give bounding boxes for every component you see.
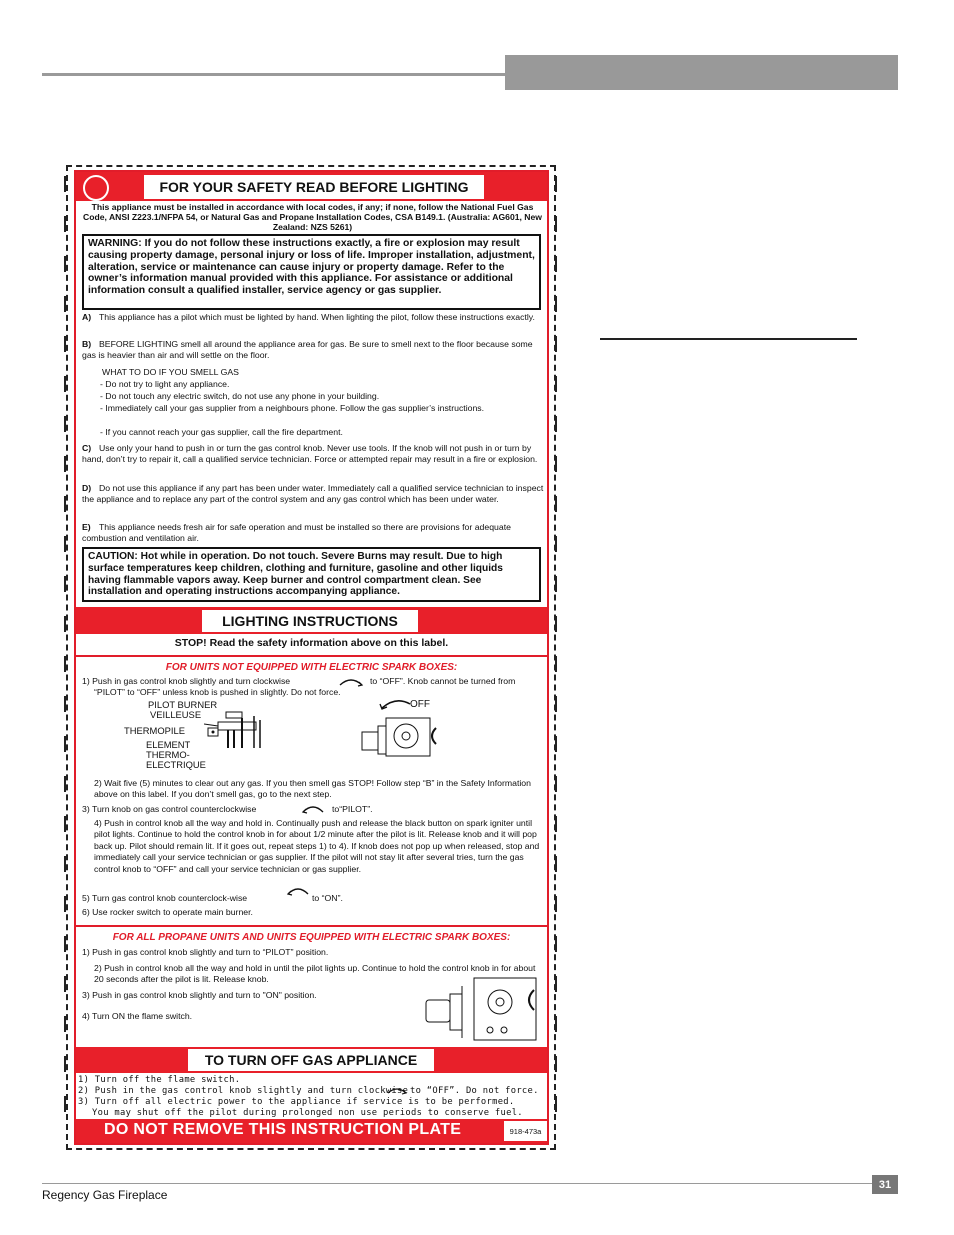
non-spark-heading: FOR UNITS NOT EQUIPPED WITH ELECTRIC SPARK BOXES: (165, 662, 458, 673)
step-1-text: 1) Push in gas control knob slightly and turn clockwise (82, 676, 291, 686)
lighting-title: LIGHTING INSTRUCTIONS (202, 610, 418, 632)
side-rule (600, 338, 857, 340)
footer-brand: Regency Gas Fireplace (42, 1188, 168, 1202)
header-rule (42, 73, 505, 76)
turn-off-title-band (76, 1047, 547, 1073)
footer-rule (42, 1183, 872, 1184)
spark-step-3: 3) Push in gas control knob slightly and turn to "ON" position. (82, 990, 317, 1000)
caution-box: CAUTION: Hot while in operation. Do not touch. Severe Burns may result. Due to high surface temperatures keep children, clothing and furniture, gasoline and other liquids having flammable vapors away. Keep burner and control compartment clean. See installation and operating instructions accompanying appliance. (82, 547, 541, 602)
step-3-tail: to“PILOT”. (332, 804, 373, 814)
header-bar (505, 55, 898, 90)
item-d: D) Do not use this appliance if any part has been under water. Immediately call a qualified service technician to inspect the appliance and to replace any part of the control system and any gas control which has been under water. (82, 483, 544, 505)
step-1-tail: to “OFF”. Knob cannot be turned from “PILOT” to “OFF” unless knob is pushed in slightly. Do not force. (94, 676, 516, 698)
spark-step-1: 1) Push in gas control knob slightly and turn to “PILOT” position. (82, 947, 329, 957)
divider (76, 655, 547, 657)
smell-gas-bullet: - Do not touch any electric switch, do not use any phone in your building. (100, 391, 380, 401)
lighting-title-band (76, 607, 547, 634)
turn-off-step-3: 3) Turn off all electric power to the appliance if service is to be performed. (78, 1097, 515, 1107)
step-5-text: 5) Turn gas control knob counterclock-wise (82, 893, 248, 903)
do-not-remove-text: DO NOT REMOVE THIS INSTRUCTION PLATE (104, 1121, 462, 1138)
step-2-text: 2) Wait five (5) minutes to clear out any gas. If you then smell gas STOP! Follow step “B” in the Safety Information above on this label. If you don’t smell gas, go to the next step. (94, 778, 531, 800)
divider (76, 925, 547, 927)
clockwise-arrow-icon (386, 1086, 408, 1095)
label-pilot-burner: PILOT BURNER (148, 699, 218, 710)
off-label: OFF (410, 699, 430, 710)
smell-gas-title: WHAT TO DO IF YOU SMELL GAS (102, 367, 239, 377)
spark-step-4: 4) Turn ON the flame switch. (82, 1011, 193, 1021)
label-veilleuse: VEILLEUSE (150, 709, 202, 720)
page-number: 31 (872, 1175, 898, 1194)
item-b: B) BEFORE LIGHTING smell all around the appliance area for gas. Be sure to smell next to the floor because some gas is heavier than air and will settle on the floor. (82, 339, 533, 361)
label-thermopile: THERMOPILE (124, 725, 185, 736)
stop-note: STOP! Read the safety information above on this label. (174, 637, 449, 649)
warning-box: WARNING: If you do not follow these instructions exactly, a fire or explosion may result causing property damage, personal injury or loss of life. Improper installation, adjustment, alteration, service or maintenance can cause injury or property damage. Refer to the owner’s information manual provided with this appliance. For assistance or additional information consult a qualified installer, service agency or gas supplier. (82, 234, 541, 310)
smell-gas-bullet: - Do not try to light any appliance. (100, 379, 230, 389)
turn-off-step-2-tail: to “OFF”. Do not force. (410, 1086, 539, 1096)
warning-circle-icon (83, 175, 109, 201)
turn-off-step-2: 2) Push in the gas control knob slightly and turn clockwise (78, 1086, 409, 1096)
item-e: E) This appliance needs fresh air for safe operation and must be installed so there are provisions for adequate combustion and ventilation air. (82, 522, 511, 544)
turn-off-step-1: 1) Turn off the flame switch. (78, 1075, 241, 1085)
step-4-text: 4) Push in control knob all the way and hold in. Continually push and release the black button on spark igniter until pilot lights. Continue to hold the control knob in for about 1/2 minute after the pilot is lit. Release knob and it will pop back up. Pilot should remain lit. If it goes out, repeat steps 1) to 4). If knob does not pop up when released, stop and immediately call your service technician or gas supplier. If the pilot will not stay lit after several tries, turn the gas control knob to “OFF” and call your service technician or gas supplier. (94, 818, 540, 874)
step-3-text: 3) Turn knob on gas control counterclockwise (82, 804, 257, 814)
gas-valve-off-diagram (352, 694, 446, 758)
smell-gas-bullet: - Immediately call your gas supplier from a neighbours phone. Follow the gas supplier’s instructions. (100, 403, 485, 413)
counterclockwise-arrow-icon (301, 804, 325, 814)
spark-heading: FOR ALL PROPANE UNITS AND UNITS EQUIPPED WITH ELECTRIC SPARK BOXES: (112, 932, 511, 943)
item-a: A) This appliance has a pilot which must be lighted by hand. When lighting the pilot, follow these instructions exactly. (82, 312, 535, 322)
install-note: This appliance must be installed in accordance with local codes, if any; if none, follow the National Fuel Gas Code, ANSI Z223.1/NFPA 54, or Natural Gas and Propane Installation Codes, CSA B149.1. (Australia: AG601, New Zealand: NZS 5261) (83, 202, 542, 232)
step-6-text: 6) Use rocker switch to operate main burner. (82, 907, 253, 917)
turn-off-title: TO TURN OFF GAS APPLIANCE (188, 1049, 434, 1071)
spark-step-2: 2) Push in control knob all the way and hold in until the pilot lights up. Continue to hold the control knob in for about 20 seconds after the pilot is lit. Release knob. (94, 963, 536, 985)
smell-gas-bullet: - If you cannot reach your gas supplier, call the fire department. (100, 427, 343, 437)
safety-title: FOR YOUR SAFETY READ BEFORE LIGHTING (144, 175, 484, 199)
pilot-burner-diagram (204, 702, 274, 757)
safety-title-band (76, 172, 547, 201)
turn-off-note: You may shut off the pilot during prolonged non use periods to conserve fuel. (92, 1108, 523, 1118)
part-number: 918-473a (504, 1121, 547, 1141)
label-electrique: ELECTRIQUE (146, 759, 206, 770)
label-element: ELEMENT (146, 739, 191, 750)
counterclockwise-arrow-icon (286, 884, 310, 896)
do-not-remove-band (76, 1119, 547, 1143)
gas-valve-spark-diagram (424, 972, 542, 1044)
item-c: C) Use only your hand to push in or turn the gas control knob. Never use tools. If the knob will not push in or turn by hand, don’t try to repair it, call a qualified service technician. Force or attempted repair may result in a fire or explosion. (82, 443, 538, 465)
step-5-tail: to “ON”. (312, 893, 343, 903)
safety-label (74, 170, 549, 1145)
label-thermo: THERMO- (146, 749, 190, 760)
